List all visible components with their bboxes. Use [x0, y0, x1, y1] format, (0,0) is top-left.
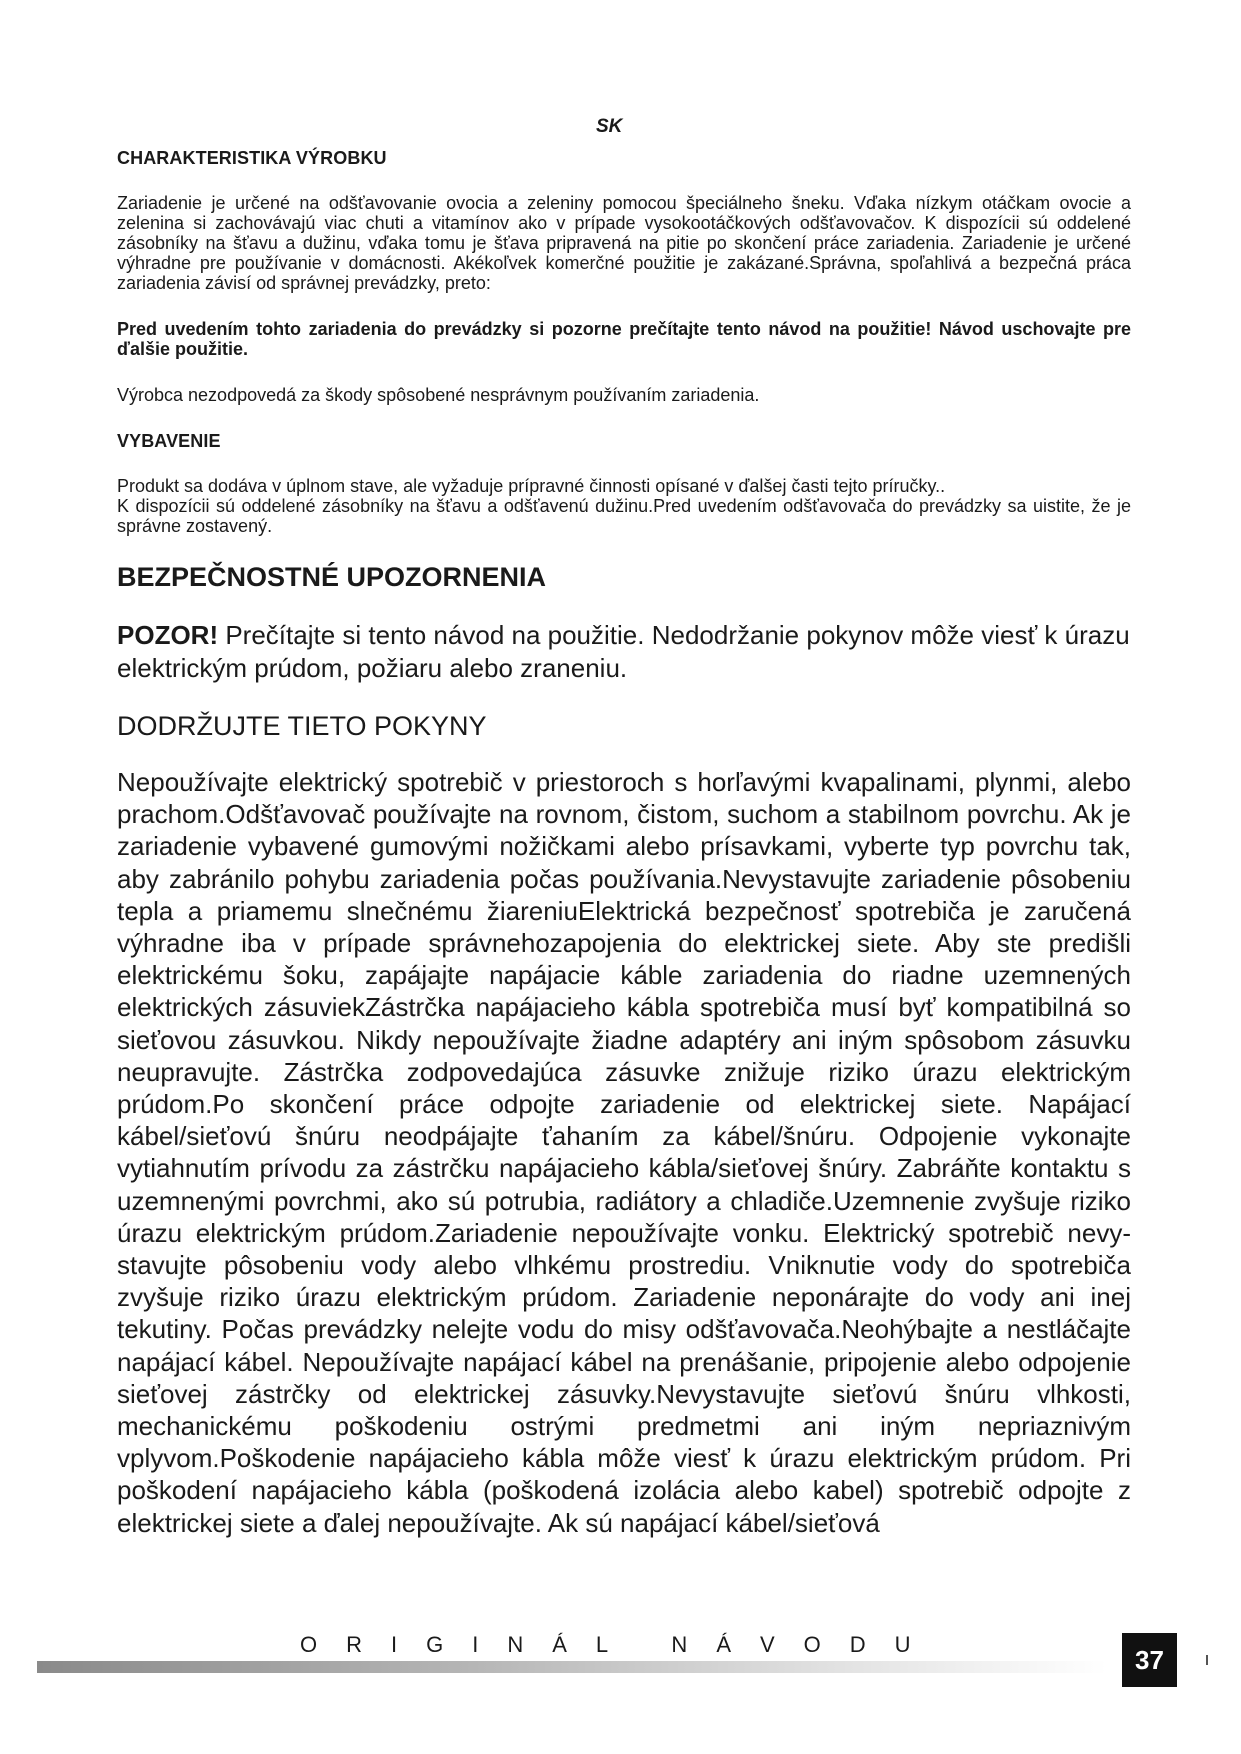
- read-manual-warning: Pred uvedením tohto zariadenia do prevádzky si pozorne prečítajte tento návod na použitie! Návod uschovajte pre ďalšie použitie.: [117, 319, 1131, 359]
- language-code: SK: [596, 116, 623, 137]
- liability-note: Výrobca nezodpovedá za škody spôsobené nesprávnym používaním zariadenia.: [117, 385, 760, 405]
- safety-body: Nepoužívajte elektrický spotrebič v priestoroch s horľavými kvapalinami, plynmi, alebo prachom.Odšťavovač používajte na rovnom, čistom, suchom a stabilnom povrchu. Ak je zariadenie vybavené gumovými nožičkami alebo prísavkami, vyberte typ povrchu tak, aby zabránilo pohybu zariadenia počas používania.Nevystavujte zariadenie pôsobeniu tepla a priamemu slnečnému žiareniuElektrická bezpečnosť spotrebiča je zaručená výhradne iba v prípade správnehozapojenia do elektrickej siete. Aby ste predišli elektrickému šoku, zapájajte napájacie káble zariadenia do riadne uzemnených elektrických zásuviekZástrčka napájacieho kábla spotrebiča musí byť kompatibilná so sieťovou zásuvkou. Nikdy nepoužívajte žiadne adaptéry ani iným spôsobom zásuvku neupravujte. Zástrčka zodpovedajúca zásuvke znižuje riziko úrazu elektrickým prúdom.Po skončení práce odpojte zariadenie od elektrickej siete. Napájací kábel/sieťovú šnúru neodpájajte ťahaním za kábel/šnúru. Odpojenie vykonajte vytiahnutím prívodu za zástrčku napájacieho kábla/sieťovej šnúry. Zabráňte kontaktu s uzemnenými povrchmi, ako sú potrubia, radiátory a chladiče.Uzemnenie zvyšuje riziko úrazu elektrickým prúdom.Zariadenie nepoužívajte vonku. Elektrický spotrebič nevystavujte pôsobeniu vody alebo vlhkému prostrediu. Vniknutie vody do spotrebiča zvyšuje riziko úrazu elektrickým prúdom. Zariadenie neponárajte do vody ani inej tekutiny. Počas prevádzky nelejte vodu do misy odšťavovača.Neohýbajte a nestláčajte napájací kábel. Nepoužívajte napájací kábel na prenášanie, pripojenie alebo odpojenie sieťovej zástrčky od elektrickej zásuvky.Nevystavujte sieťovú šnúru vlhkosti, mechanickému poškodeniu ostrými predmetmi ani iným nepriaznivým vplyvom.Poškodenie napájacieho kábla môže viesť k úrazu elektrickým prúdom. Pri poškodení napájacieho kábla (poškodená izolácia alebo kabel) spotrebič odpojte z elektrickej siete a ďalej nepoužívajte. Ak sú napájací kábel/sieťová: [117, 767, 1131, 1538]
- equipment-line-1: Produkt sa dodáva v úplnom stave, ale vyžaduje prípravné činnosti opísané v ďalšej časti tejto príručky..: [117, 476, 946, 496]
- characteristics-paragraph: Zariadenie je určené na odšťavovanie ovocia a zeleniny pomocou špeciálneho šneku. Vďaka nízkym otáčkam ovocie a zelenina si zachovávajú viac chuti a vitamínov ako v prípade vysokootáčkových odšťavovačov. K dispozícii sú oddelené zásobníky na šťavu a dužinu, vďaka tomu je šťava pripravená na pitie po skončení práce zariadenia. Zariadenie je určené výhradne pre používanie v domácnosti. Akékoľvek komerčné použitie je zakázané.Správna, spoľahlivá a bezpečná práca zariadenia závisí od správnej prevádzky, preto:: [117, 193, 1131, 293]
- attention-paragraph: [117, 619, 1131, 685]
- footer-label: ORIGINÁL NÁVODU: [300, 1632, 940, 1657]
- follow-instructions-heading: DODRŽUJTE TIETO POKYNY: [117, 711, 487, 741]
- equipment-line-2: K dispozícii sú oddelené zásobníky na šťavu a odšťavenú dužinu.Pred uvedením odšťavovača do prevádzky sa uistite, že je správne zostavený.: [117, 496, 1131, 536]
- safety-heading: BEZPEČNOSTNÉ UPOZORNENIA: [117, 562, 547, 592]
- attention-text: Prečítajte si tento návod na použitie. Nedodržanie pokynov môže viesť k úrazu elektrickým prúdom, požiaru alebo zraneniu.: [117, 620, 1130, 683]
- footer-bar: [37, 1661, 1107, 1673]
- characteristics-heading: CHARAKTERISTIKA VÝROBKU: [117, 148, 387, 168]
- page-content: [117, 148, 1131, 1539]
- page-number: 37: [1122, 1633, 1177, 1687]
- edge-mark: [1206, 1655, 1208, 1665]
- attention-label: POZOR!: [117, 620, 219, 650]
- equipment-heading: VYBAVENIE: [117, 431, 221, 451]
